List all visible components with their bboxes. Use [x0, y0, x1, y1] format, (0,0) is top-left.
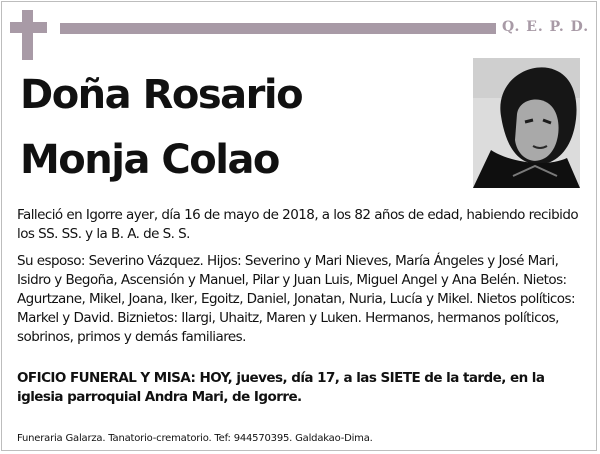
portrait-photo-graphic: [473, 58, 580, 188]
deceased-name-line1: Doña Rosario: [20, 72, 303, 118]
death-announcement: Falleció en Igorre ayer, día 16 de mayo de 2018, a los 82 años de edad, habiendo recibido los SS. SS. y la B. A. de S. S.: [17, 207, 579, 242]
qepd-label: Q. E. P. D.: [502, 19, 590, 35]
cross-icon: [22, 10, 33, 60]
funeral-service-info: OFICIO FUNERAL Y MISA: HOY, jueves, día 17, a las SIETE de la tarde, en la iglesia parroquial Andra Mari, de Igorre.: [17, 370, 545, 405]
family-list: Su esposo: Severino Vázquez. Hijos: Severino y Mari Nieves, María Ángeles y José Mari, Isidro y Begoña, Ascensión y Manuel, Pilar y Juan Luis, Miguel Angel y Ana Belén. Nietos: Agurtzane, Mikel, Joana, Iker, Egoitz, Daniel, Jonatan, Nuria, Lucía y Mikel. Nietos políticos: Markel y David. Biznietos: Ilargi, Uhaitz, Maren y Luken. Hermanos, hermanos políticos, sobrinos, primos y demás familiares.: [17, 253, 575, 345]
portrait-photo: [473, 58, 580, 188]
deceased-name-line2: Monja Colao: [20, 137, 279, 183]
header-rule: [60, 23, 496, 34]
cross-icon-bar: [10, 22, 47, 33]
funeral-home-footer: Funeraria Galarza. Tanatorio-crematorio. Tef: 944570395. Galdakao-Dima.: [17, 433, 373, 444]
